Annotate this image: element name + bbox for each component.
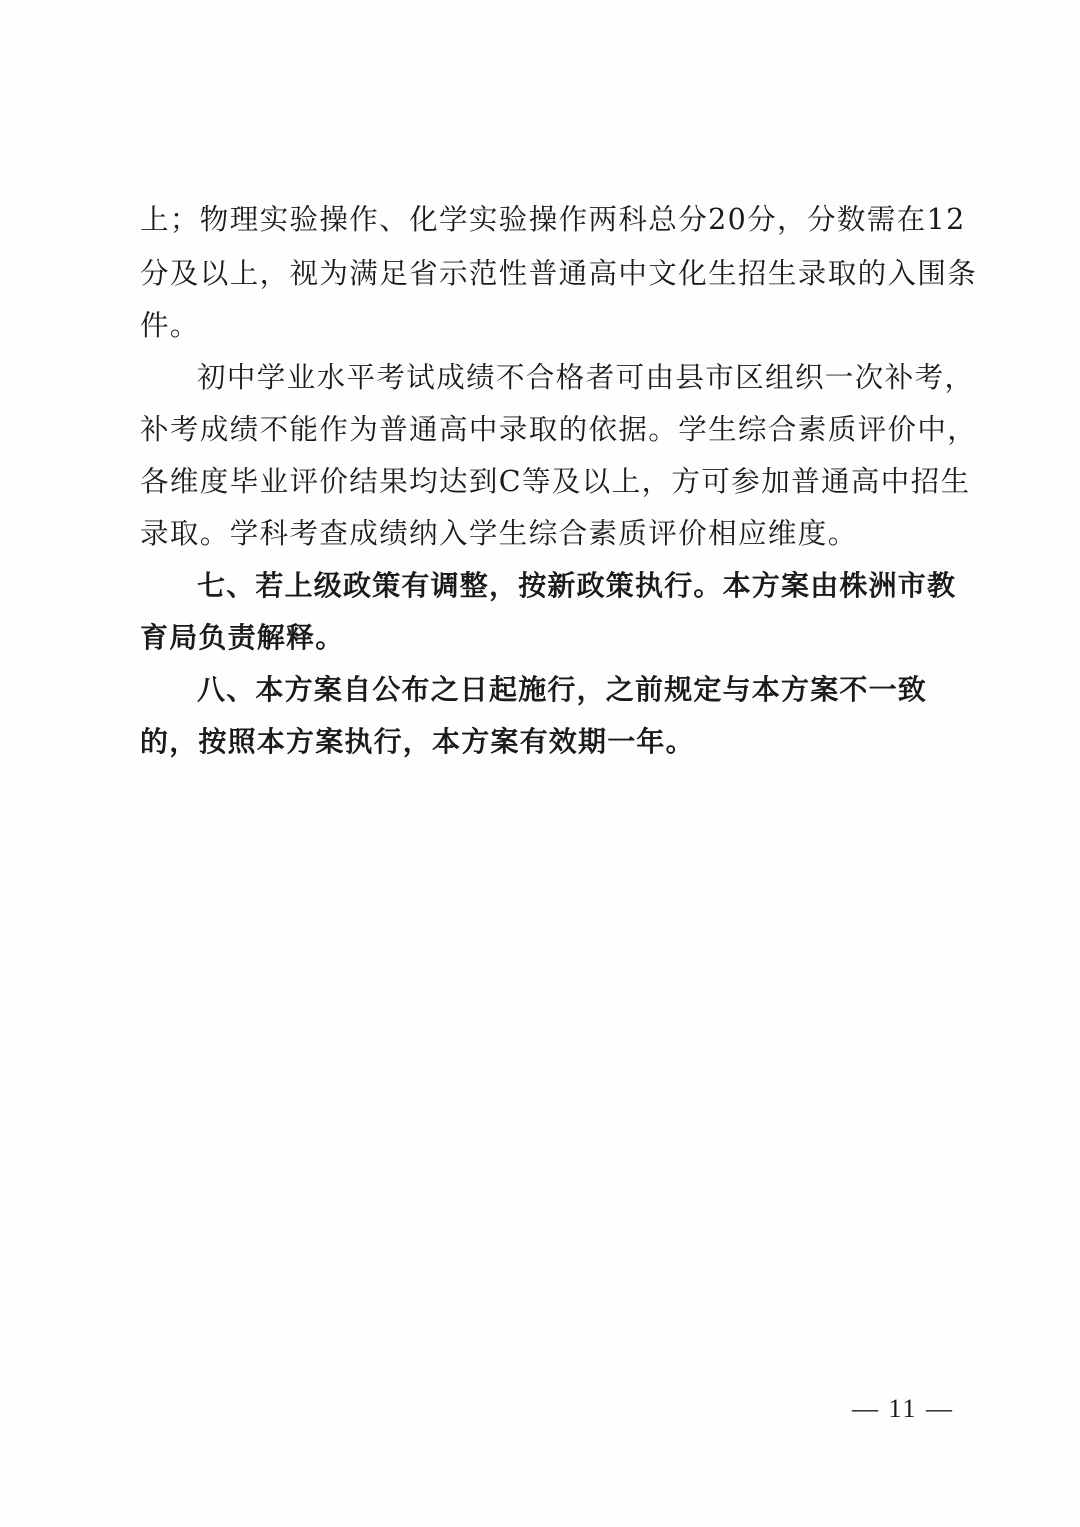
- section-8-line-2: 的，按照本方案执行，本方案有效期一年。: [140, 725, 695, 758]
- paragraph-2-line-1: 初中学业水平考试成绩不合格者可由县市区组织一次补考，: [197, 361, 975, 394]
- page-number: — 11 —: [852, 1394, 955, 1423]
- section-7-line-1: 七、若上级政策有调整，按新政策执行。本方案由株洲市教: [197, 569, 957, 602]
- section-8-line-1: 八、本方案自公布之日起施行，之前规定与本方案不一致: [197, 673, 928, 706]
- paragraph-1-line-1: 上；物理实验操作、化学实验操作两科总分20分，分数需在12: [140, 203, 966, 236]
- paragraph-2-line-3: 各维度毕业评价结果均达到C等及以上，方可参加普通高中招生: [140, 465, 971, 498]
- paragraph-2-line-4: 录取。学科考查成绩纳入学生综合素质评价相应维度。: [140, 517, 858, 550]
- paragraph-2-line-2: 补考成绩不能作为普通高中录取的依据。学生综合素质评价中，: [140, 413, 978, 446]
- section-7-line-2: 育局负责解释。: [140, 621, 345, 654]
- paragraph-1-line-3: 件。: [140, 309, 200, 342]
- paragraph-1-line-2: 分及以上，视为满足省示范性普通高中文化生招生录取的入围条: [140, 257, 978, 290]
